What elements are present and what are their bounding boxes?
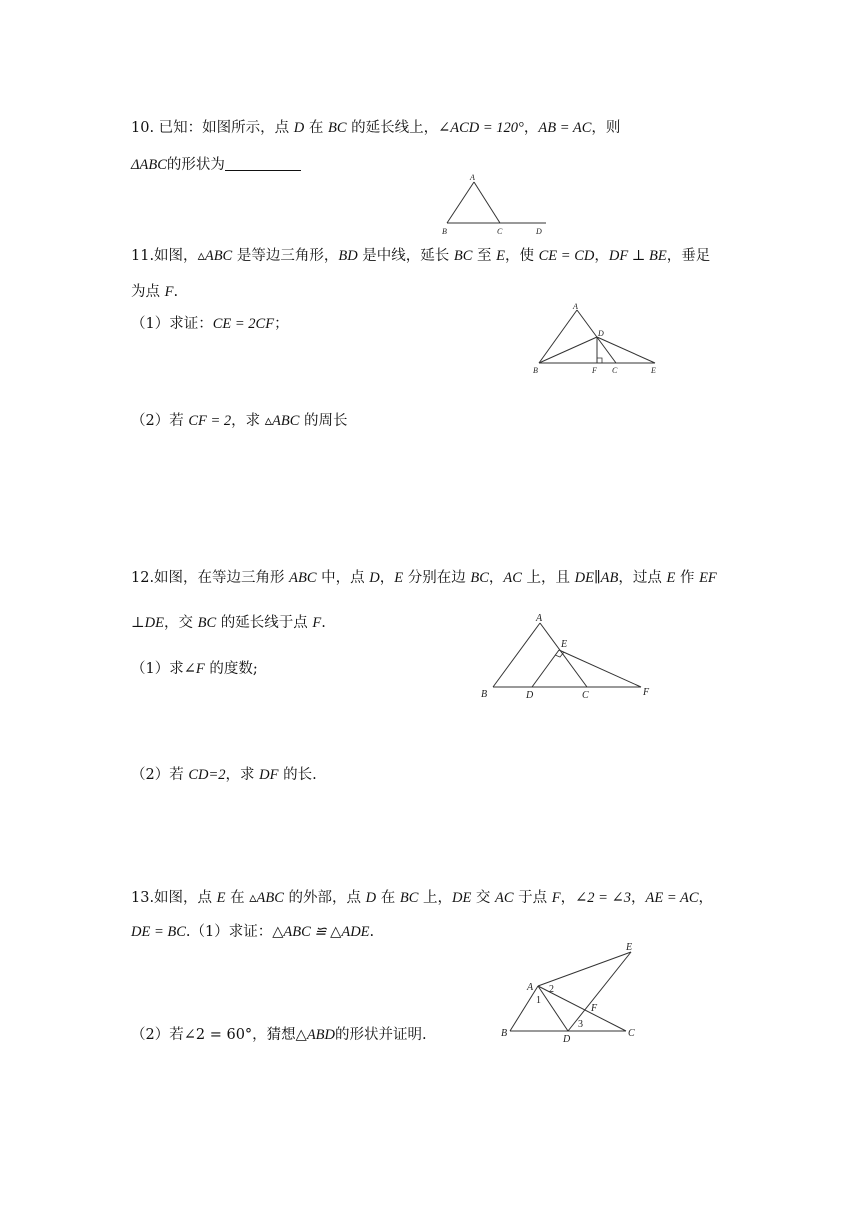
q11-cf-eq-2: CF = 2 xyxy=(188,413,232,429)
q12-text: 中，点 xyxy=(316,570,370,586)
q11-label-f: F xyxy=(592,366,597,375)
q12-point-e: E xyxy=(394,570,404,586)
q11-line1 xyxy=(131,246,710,266)
q13-triangle-abd: △ABD xyxy=(295,1027,336,1043)
q11-ce-eq-2cf: CE = 2CF xyxy=(212,316,275,332)
q13-line2 xyxy=(131,922,374,942)
q13-de-eq-bc: DE = BC xyxy=(131,924,186,940)
q13-line1 xyxy=(131,888,713,908)
q13-figure xyxy=(498,938,648,1044)
q12-triangle-abc: ABC xyxy=(289,570,317,586)
q13-segment-de: DE xyxy=(451,890,472,906)
q12-segment-bc: BC xyxy=(197,615,217,631)
q11-part2 xyxy=(131,411,348,431)
q12-segment-de: DE xyxy=(144,615,164,631)
q13-text: .（1）求证： xyxy=(185,924,273,940)
q10-label-a: A xyxy=(470,173,475,182)
q11-label-e: E xyxy=(651,366,656,375)
q11-text: ，垂足 xyxy=(666,248,711,264)
q11-text: . xyxy=(173,284,179,300)
q12-text: 上，且 xyxy=(521,570,575,586)
q12-part2 xyxy=(131,765,317,785)
q13-part2 xyxy=(131,1025,427,1045)
q12-text: ，过点 xyxy=(618,570,667,586)
q11-figure xyxy=(530,298,670,380)
q11-text: 是等边三角形， xyxy=(232,248,339,264)
q11-line2 xyxy=(131,282,178,302)
q13-angle-2-eq-3: ∠2 = ∠3 xyxy=(575,890,631,906)
q12-label-d: D xyxy=(526,690,534,701)
q12-label-f: F xyxy=(643,687,650,698)
q13-point-d: D xyxy=(365,890,377,906)
q12-text: 分别在边 xyxy=(403,570,471,586)
q11-point-e: E xyxy=(496,248,506,264)
q12-text: ， xyxy=(379,570,395,586)
q11-part2-text: ，求 xyxy=(231,413,265,429)
q13-point-f: F xyxy=(551,890,561,906)
q13-text: 交 xyxy=(471,890,496,906)
q10-text: 的形状为 xyxy=(166,157,225,173)
q12-label-b: B xyxy=(481,689,488,700)
q11-text: ，使 xyxy=(505,248,539,264)
q12-part2-text: （2）若 xyxy=(131,767,189,783)
q10-label-d: D xyxy=(536,227,542,236)
q10-label-b: B xyxy=(442,227,447,236)
q12-de-parallel-ab: DE∥AB xyxy=(574,570,619,586)
q12-line2 xyxy=(131,613,326,633)
q12-part1 xyxy=(131,659,258,679)
q13-label-1: 1 xyxy=(536,995,541,1006)
q10-answer-blank[interactable] xyxy=(225,156,301,171)
q11-part1 xyxy=(131,314,289,334)
q13-text: ， xyxy=(560,890,576,906)
q12-point-d: D xyxy=(369,570,380,586)
q11-df-perp-be: DF ⊥ BE xyxy=(608,248,667,264)
q13-text: ， xyxy=(631,890,646,906)
q10-ab-eq-ac: AB = AC xyxy=(538,120,592,136)
q11-part2-text: 的周长 xyxy=(299,413,348,429)
q12-point-f: F xyxy=(312,615,322,631)
q10-text: 在 xyxy=(304,120,328,136)
q12-part1-text: （1）求∠ xyxy=(131,661,196,677)
q13-label-a: A xyxy=(527,982,534,993)
q12-label-e: E xyxy=(561,639,568,650)
q13-text: 13.如图，点 xyxy=(131,890,217,906)
q12-text: ，交 xyxy=(163,615,198,631)
q10-line2 xyxy=(131,155,301,175)
q11-part2-text: （2）若 xyxy=(131,413,189,429)
q12-text: 作 xyxy=(675,570,700,586)
q13-triangle-abc: ▵ABC xyxy=(249,890,284,906)
q12-side-ac: AC xyxy=(503,570,522,586)
q13-text: 在 xyxy=(225,890,250,906)
q12-part2-text: 的长. xyxy=(278,767,317,783)
q12-text: ⊥ xyxy=(131,615,145,631)
q13-label-f: F xyxy=(591,1003,598,1014)
q13-text: 在 xyxy=(376,890,400,906)
q11-text: 至 xyxy=(472,248,497,264)
q10-triangle-abc: ΔABC xyxy=(131,157,167,173)
q10-line1 xyxy=(131,118,620,138)
q12-text: ， xyxy=(488,570,504,586)
q10-segment-bc: BC xyxy=(327,120,347,136)
q10-point-d: D xyxy=(293,120,305,136)
q13-label-2: 2 xyxy=(549,984,554,995)
q13-text: ， xyxy=(698,890,714,906)
q13-part2-text: 的形状并证明. xyxy=(335,1027,427,1043)
q12-cd-eq-2: CD=2 xyxy=(188,767,226,783)
q13-ae-eq-ac: AE = AC xyxy=(645,890,699,906)
q12-segment-ef: EF xyxy=(699,570,717,586)
q10-label-c: C xyxy=(497,227,503,236)
q10-text: ，则 xyxy=(591,120,621,136)
q12-text: 的延长线于点 xyxy=(216,615,313,631)
q13-segment-ac: AC xyxy=(495,890,514,906)
q12-text: 12.如图，在等边三角形 xyxy=(131,570,290,586)
q11-segment-bd: BD xyxy=(338,248,358,264)
q13-segment-bc: BC xyxy=(399,890,419,906)
q11-label-b: B xyxy=(533,366,538,375)
q13-text: 的外部，点 xyxy=(283,890,366,906)
q12-part2-text: ，求 xyxy=(225,767,260,783)
q13-text: 上， xyxy=(418,890,452,906)
q11-text: 为点 xyxy=(131,284,165,300)
q11-text: 11.如图， xyxy=(131,248,198,264)
q11-part1-text: ； xyxy=(274,316,289,332)
q13-label-c: C xyxy=(628,1028,635,1039)
q12-point-e: E xyxy=(666,570,676,586)
q10-text: 的延长线上， xyxy=(346,120,439,136)
q11-text: ， xyxy=(594,248,609,264)
q12-angle-f: F xyxy=(195,661,205,677)
q10-figure xyxy=(436,172,556,236)
q13-part2-text: （2）若∠2 = 60°，猜想 xyxy=(131,1027,296,1043)
q13-point-e: E xyxy=(216,890,226,906)
q11-ce-eq-cd: CE = CD xyxy=(538,248,595,264)
q11-point-f: F xyxy=(164,284,174,300)
q11-triangle-abc: ▵ABC xyxy=(197,248,233,264)
q13-label-3: 3 xyxy=(578,1019,583,1030)
q13-label-d: D xyxy=(563,1034,571,1045)
q13-congruence: △ABC ≌ △ADE xyxy=(272,924,370,940)
q12-side-bc: BC xyxy=(470,570,489,586)
q12-label-a: A xyxy=(536,613,543,624)
q12-part1-text: 的度数; xyxy=(204,661,258,677)
q12-label-c: C xyxy=(582,690,589,701)
q11-segment-bc: BC xyxy=(453,248,473,264)
q10-text: ， xyxy=(523,120,539,136)
q10-text: 10. 已知：如图所示，点 xyxy=(131,120,294,136)
q10-angle-acd: ∠ACD = 120° xyxy=(438,120,524,136)
q11-text: 是中线，延长 xyxy=(357,248,454,264)
q13-label-b: B xyxy=(501,1028,508,1039)
q12-figure xyxy=(478,610,668,702)
q11-label-d: D xyxy=(598,329,604,338)
q13-text: 于点 xyxy=(513,890,552,906)
q12-segment-df: DF xyxy=(259,767,279,783)
q12-line1 xyxy=(131,568,717,588)
q11-label-c: C xyxy=(612,366,618,375)
q11-label-a: A xyxy=(573,302,578,311)
q13-label-e: E xyxy=(626,942,633,953)
q12-text: . xyxy=(321,615,326,631)
q11-part1-text: （1）求证： xyxy=(131,316,213,332)
q13-text: . xyxy=(369,924,375,940)
q11-triangle-abc: ▵ABC xyxy=(264,413,300,429)
